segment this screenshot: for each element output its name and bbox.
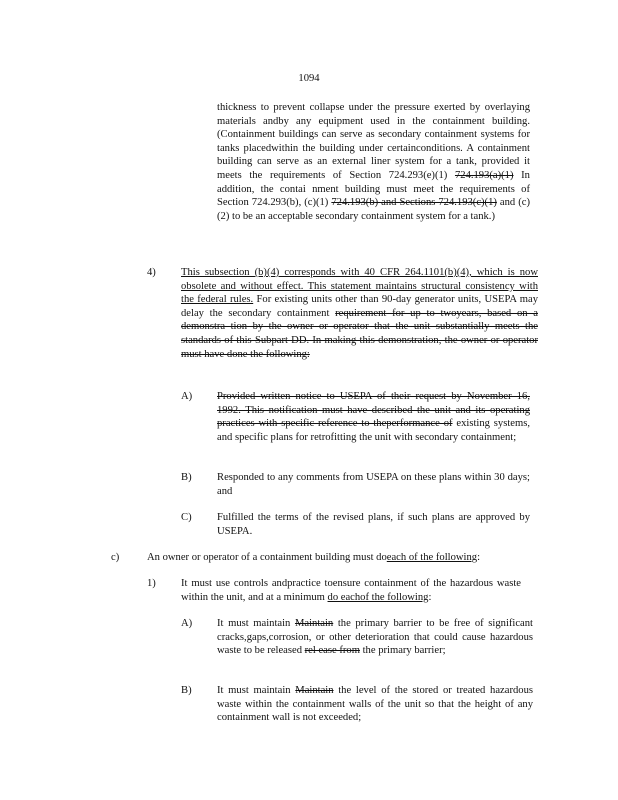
text-run: existing systems, and specific plans for retrofitting the unit with secondary containment;	[217, 418, 530, 443]
item-c1b-text	[217, 684, 533, 725]
text-run: It must maintain	[217, 618, 295, 629]
underlined-text: do eachof the following	[327, 591, 429, 603]
item-c1-text	[181, 577, 521, 604]
text-run: :	[428, 591, 432, 603]
text-run: It must maintain	[217, 685, 296, 696]
item-c1a-text	[217, 617, 533, 658]
item-4c-label: C)	[181, 512, 192, 523]
text-run: the primary barrier to be free of significant cracks,gaps,corrosion, or other deterioration that could cause hazardous waste to be released	[217, 618, 534, 657]
struck-text: Provided written notice to USEPA of their request by November 16, 1992. This notification must have described the unit and its operating practices with specific reference to theperformance of	[217, 391, 530, 430]
struck-text: 724.193(b) and Sections 724.193(c)(1)	[331, 197, 497, 209]
item-c1-label: 1)	[147, 578, 156, 589]
text-run: Fulfilled the terms of the revised plans, if such plans are approved by USEPA.	[217, 512, 530, 537]
text-run: In addition, the contai nment building must meet the requirements of Section 724.293(b), (c)(1)	[217, 169, 530, 209]
item-4-text	[181, 266, 538, 361]
underlined-text: This subsection (b)(4) corresponds with 40 CFR 264.1101(b)(4), which is now obsolete and without effect. This statement maintains structural consistency with the federal rules.	[181, 267, 538, 306]
struck-text: Maintain	[295, 685, 334, 696]
text-run: It must use controls andpractice toensure containment of the hazardous waste within the unit, and at a minimum	[181, 578, 521, 603]
struck-text: requirement for up to twoyears, based on a demonstra tion by the owner or operator that the unit substantially meets the standards of this Subpart DD. In making this demonstration, the owner or operator must have done the following:	[181, 307, 538, 360]
struck-text: rel ease from	[304, 645, 360, 657]
struck-text: Maintain	[294, 618, 334, 629]
item-4a-label: A)	[181, 391, 193, 402]
item-c-text	[147, 551, 537, 565]
text-run: An owner or operator of a containment building must do	[147, 552, 387, 563]
text-run: and (c)(2) to be an acceptable secondary containment system for a tank.)	[217, 197, 530, 222]
item-4b-text	[217, 471, 530, 498]
text-run: thickness to prevent collapse under the pressure exerted by overlaying materials andby any equipment used in the containment building. (Containment buildings can serve as secondary containment systems for tanks placedwithin the building under certainconditions. A containment building can serve as an external liner system for a tank, provided it meets the requirements of Section 724.293(e)(1)	[217, 102, 530, 181]
item-4b-label: B)	[181, 472, 192, 483]
text-run: the level of the stored or treated hazardous waste within the containment walls of the unit so that the height of any containment wall is not exceeded;	[217, 685, 533, 724]
text-run: Responded to any comments from USEPA on these plans within 30 days; and	[217, 472, 530, 497]
text-run: the primary barrier;	[359, 645, 446, 657]
struck-text: 724.193(a)(1)	[454, 169, 514, 181]
continued-paragraph	[217, 101, 530, 223]
text-run: For existing units other than 90-day generator units, USEPA may delay the secondary containment	[181, 294, 538, 319]
page-number: 1094	[298, 73, 320, 84]
item-4c-text	[217, 511, 530, 538]
text-run: :	[477, 552, 481, 563]
underlined-text: each of the following	[386, 552, 478, 563]
item-4-label: 4)	[147, 267, 156, 278]
item-c1a-label: A)	[181, 618, 193, 629]
item-c1b-label: B)	[181, 685, 192, 696]
item-4a-text	[217, 390, 530, 444]
item-c-label: c)	[111, 552, 120, 563]
